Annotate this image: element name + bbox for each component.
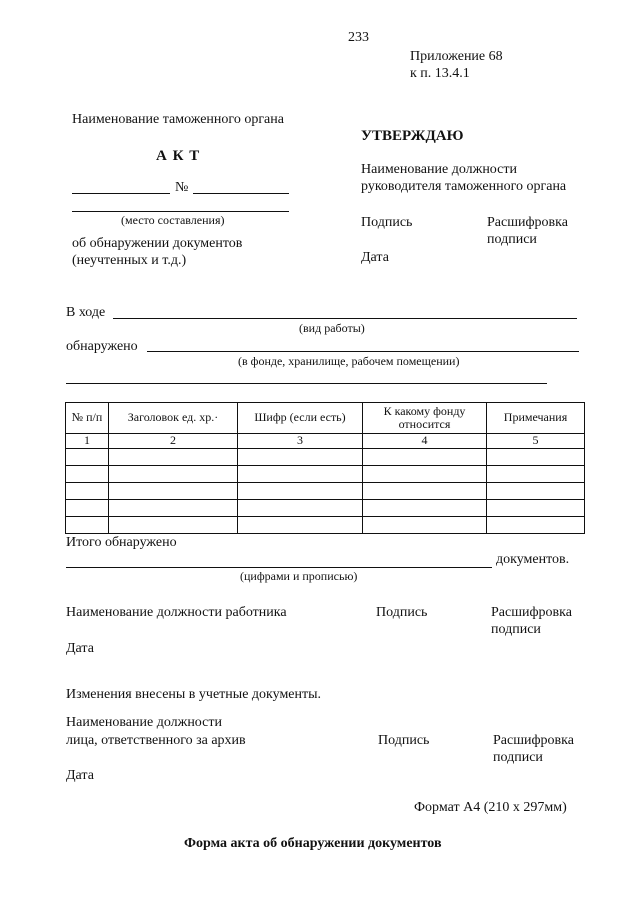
work-type-caption: (вид работы) <box>299 321 365 335</box>
table-row <box>66 517 585 534</box>
format-note: Формат А4 (210 х 297мм) <box>414 800 567 815</box>
col-header-title: Заголовок ед. хр.· <box>109 403 238 434</box>
table-cell <box>109 517 238 534</box>
table-cell <box>487 483 585 500</box>
table-cell <box>238 483 363 500</box>
table-row <box>66 466 585 483</box>
table-cell <box>109 483 238 500</box>
act-subject: об обнаружении документов <box>72 236 243 251</box>
table-cell <box>487 466 585 483</box>
form-caption: Форма акта об обнаружении документов <box>184 836 442 851</box>
place-line <box>72 211 289 212</box>
column-number: 1 <box>66 434 109 449</box>
appendix-label: Приложение 68 <box>410 49 503 64</box>
table-cell <box>238 466 363 483</box>
approver-signature: Подпись <box>361 215 413 230</box>
approver-date: Дата <box>361 250 389 265</box>
act-number-line <box>193 193 289 194</box>
approver-decoding-2: подписи <box>487 232 537 247</box>
total-label: Итого обнаружено <box>66 535 177 550</box>
total-suffix: документов. <box>496 552 570 567</box>
table-cell <box>363 500 487 517</box>
table-cell <box>363 449 487 466</box>
act-title: А К Т <box>156 148 201 164</box>
documents-table <box>65 402 585 534</box>
extra-line <box>66 383 547 384</box>
table-cell <box>109 500 238 517</box>
table-row <box>66 449 585 466</box>
column-number: 5 <box>487 434 585 449</box>
employee-signature: Подпись <box>376 605 428 620</box>
page-number: 233 <box>348 30 369 45</box>
approver-position-2: руководителя таможенного органа <box>361 179 567 194</box>
table-cell <box>66 466 109 483</box>
employee-decoding: Расшифровка <box>491 605 572 620</box>
column-number: 2 <box>109 434 238 449</box>
col-header-number: № п/п <box>66 403 109 434</box>
place-caption: (место составления) <box>121 213 225 227</box>
table-cell <box>66 483 109 500</box>
approver-position: Наименование должности <box>361 162 517 177</box>
table-cell <box>238 517 363 534</box>
table-cell <box>363 483 487 500</box>
table-cell <box>487 500 585 517</box>
during-label: В ходе <box>66 305 106 320</box>
table-row <box>66 500 585 517</box>
table-cell <box>363 466 487 483</box>
employee-decoding-2: подписи <box>491 622 541 637</box>
column-number-row <box>66 434 585 449</box>
table-cell <box>363 517 487 534</box>
archive-position-2: лица, ответственного за архив <box>66 733 246 748</box>
table-cell <box>238 500 363 517</box>
table-header-row <box>66 403 585 434</box>
total-caption: (цифрами и прописью) <box>240 569 358 583</box>
found-location-line <box>147 351 579 352</box>
work-type-line <box>113 318 577 319</box>
col-header-notes: Примечания <box>487 403 585 434</box>
number-sign: № <box>175 180 189 195</box>
col-header-fund: К какому фонду относится <box>363 403 487 434</box>
approval-title: УТВЕРЖДАЮ <box>361 128 464 144</box>
archive-decoding: Расшифровка <box>493 733 574 748</box>
table-row <box>66 483 585 500</box>
column-number: 3 <box>238 434 363 449</box>
total-line <box>66 567 492 568</box>
table-cell <box>238 449 363 466</box>
table-cell <box>109 449 238 466</box>
approver-decoding: Расшифровка <box>487 215 568 230</box>
found-label: обнаружено <box>66 339 138 354</box>
table-cell <box>487 449 585 466</box>
table-cell <box>109 466 238 483</box>
table-cell <box>66 517 109 534</box>
employee-date: Дата <box>66 641 94 656</box>
archive-signature: Подпись <box>378 733 430 748</box>
employee-position: Наименование должности работника <box>66 605 287 620</box>
archive-date: Дата <box>66 768 94 783</box>
customs-body-name: Наименование таможенного органа <box>72 112 284 127</box>
location-caption: (в фонде, хранилище, рабочем помещении) <box>238 354 460 368</box>
column-number: 4 <box>363 434 487 449</box>
table-cell <box>66 449 109 466</box>
table-cell <box>487 517 585 534</box>
archive-decoding-2: подписи <box>493 750 543 765</box>
act-date-line <box>72 193 170 194</box>
changes-note: Изменения внесены в учетные документы. <box>66 687 322 702</box>
act-subject-note: (неучтенных и т.д.) <box>72 253 187 268</box>
archive-position: Наименование должности <box>66 715 222 730</box>
col-header-cipher: Шифр (если есть) <box>238 403 363 434</box>
table-cell <box>66 500 109 517</box>
appendix-clause: к п. 13.4.1 <box>410 66 470 81</box>
